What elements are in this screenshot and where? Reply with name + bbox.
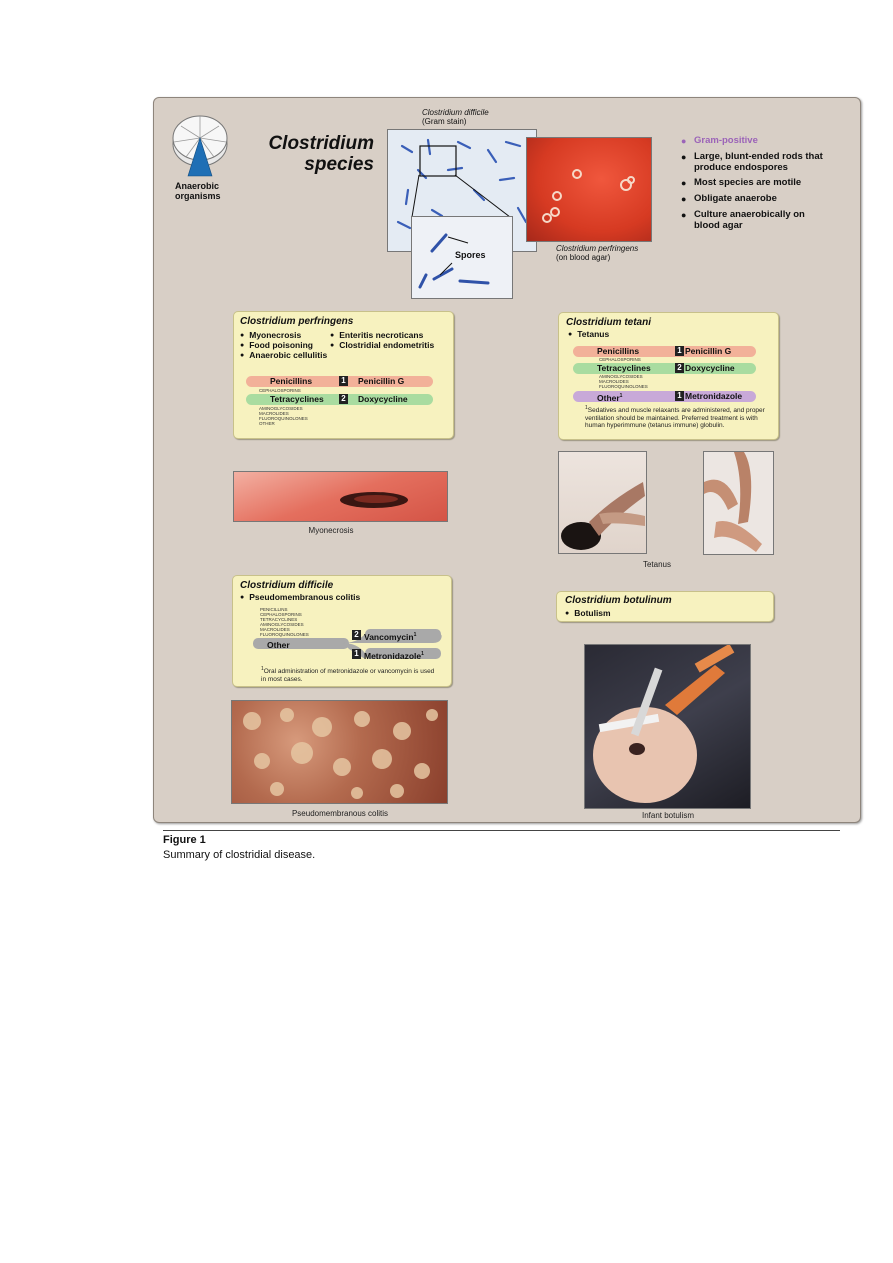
tetanus-caption: Tetanus: [642, 560, 672, 569]
disease-item: ● Food poisoning: [240, 340, 313, 350]
page-title: Clostridium species: [268, 133, 374, 175]
colitis-caption: Pseudomembranous colitis: [291, 809, 389, 818]
rank-badge: 1: [675, 391, 684, 401]
myonecrosis-photo: [233, 471, 448, 522]
blood-agar-image: [526, 137, 652, 242]
disease-item: ● Tetanus: [568, 329, 609, 339]
category-label: Anaerobic organisms: [175, 181, 221, 201]
disease-item: ● Clostridial endometritis: [330, 340, 434, 350]
rx-bar-other: Other$^1$ Metronidazole: [573, 391, 756, 402]
drug-class-list: PENICILLINS CEPHALOSPORINS TETRACYCLINES AMINOGLYCOSIDES MACROLIDES FLUOROQUINOLONES: [260, 607, 309, 637]
property-anaerobe: ● Obligate anaerobe: [681, 193, 777, 204]
bullet-icon: ●: [681, 136, 687, 146]
disease-item: ● Enteritis necroticans: [330, 330, 423, 340]
difficile-footnote: $^1$Oral administration of metronidazole or vancomycin is used in most cases.: [261, 666, 435, 683]
rank-badge: 1: [675, 346, 684, 356]
colitis-photo: [231, 700, 448, 804]
tetani-box: [558, 312, 779, 440]
property-motile: ● Most species are motile: [681, 177, 802, 188]
caption-rule: [163, 830, 840, 831]
rx-bar-penicillins: Penicillins Penicillin G: [246, 376, 433, 387]
property-rods: ● Large, blunt-ended rods that produce endospores: [681, 151, 823, 173]
tetanus-photo-1: [558, 451, 647, 554]
drug-class-list: CEPHALOSPORINS: [259, 388, 301, 393]
tetani-title: Clostridium tetani: [566, 317, 652, 328]
spores-label: Spores: [455, 250, 486, 260]
gram-stain-label: Clostridium difficile: [422, 108, 489, 117]
disease-item: ● Anaerobic cellulitis: [240, 350, 327, 360]
bullet-icon: ●: [681, 210, 687, 220]
drug-class-list: AMINOGLYCOSIDES MACROLIDES FLUOROQUINOLONES: [599, 374, 648, 389]
property-culture: ● Culture anaerobically on blood agar: [681, 209, 805, 231]
rank-badge: 1: [339, 376, 348, 386]
figure-label: Figure 1: [163, 834, 206, 846]
botulinum-box: [556, 591, 774, 622]
botulism-caption: Infant botulism: [641, 811, 695, 820]
botulinum-title: Clostridium botulinum: [565, 595, 672, 606]
metronidazole-label: Metronidazole$^1$: [364, 650, 424, 661]
disease-item: ● Myonecrosis: [240, 330, 301, 340]
drug-class-list: CEPHALOSPORINS: [599, 357, 641, 362]
rx-bar-penicillins: Penicillins Penicillin G: [573, 346, 756, 357]
other-label: Other: [267, 640, 290, 650]
rank-badge: 2: [352, 630, 361, 640]
blood-agar-label: Clostridium perfringens (on blood agar): [556, 244, 639, 262]
tetanus-photo-2: [703, 451, 774, 555]
myonecrosis-caption: Myonecrosis: [308, 526, 354, 535]
infant-botulism-photo: [584, 644, 751, 809]
rx-bar-tetracyclines: Tetracyclines Doxycycline: [573, 363, 756, 374]
difficile-box: [232, 575, 452, 687]
rank-badge: 2: [675, 363, 684, 373]
drug-class-list: AMINOGLYCOSIDES MACROLIDES FLUOROQUINOLONES OTHER: [259, 406, 308, 426]
tetani-footnote: $^1$Sedatives and muscle relaxants are administered, and proper ventilation should be maintained. Preferred treatment is with human hyperimmune (tetanus immune) globulin.: [585, 405, 765, 430]
rank-badge: 2: [339, 394, 348, 404]
perfringens-box: [233, 311, 454, 439]
rx-bar-tetracyclines: Tetracyclines Doxycycline: [246, 394, 433, 405]
figure-caption: Summary of clostridial disease.: [163, 849, 316, 861]
bullet-icon: ●: [681, 194, 687, 204]
vancomycin-label: Vancomycin$^1$: [364, 631, 417, 642]
rank-badge: 1: [352, 649, 361, 659]
bullet-icon: ●: [681, 178, 687, 188]
disease-item: ● Botulism: [565, 608, 611, 618]
pie-chart-icon: [172, 114, 230, 182]
difficile-title: Clostridium difficile: [240, 580, 334, 591]
gram-stain-sublabel: (Gram stain): [422, 117, 467, 126]
perfringens-title: Clostridium perfringens: [240, 316, 354, 327]
property-gram-positive: ● Gram-positive: [681, 135, 758, 146]
bullet-icon: ●: [681, 152, 687, 162]
disease-item: ● Pseudomembranous colitis: [240, 592, 360, 602]
